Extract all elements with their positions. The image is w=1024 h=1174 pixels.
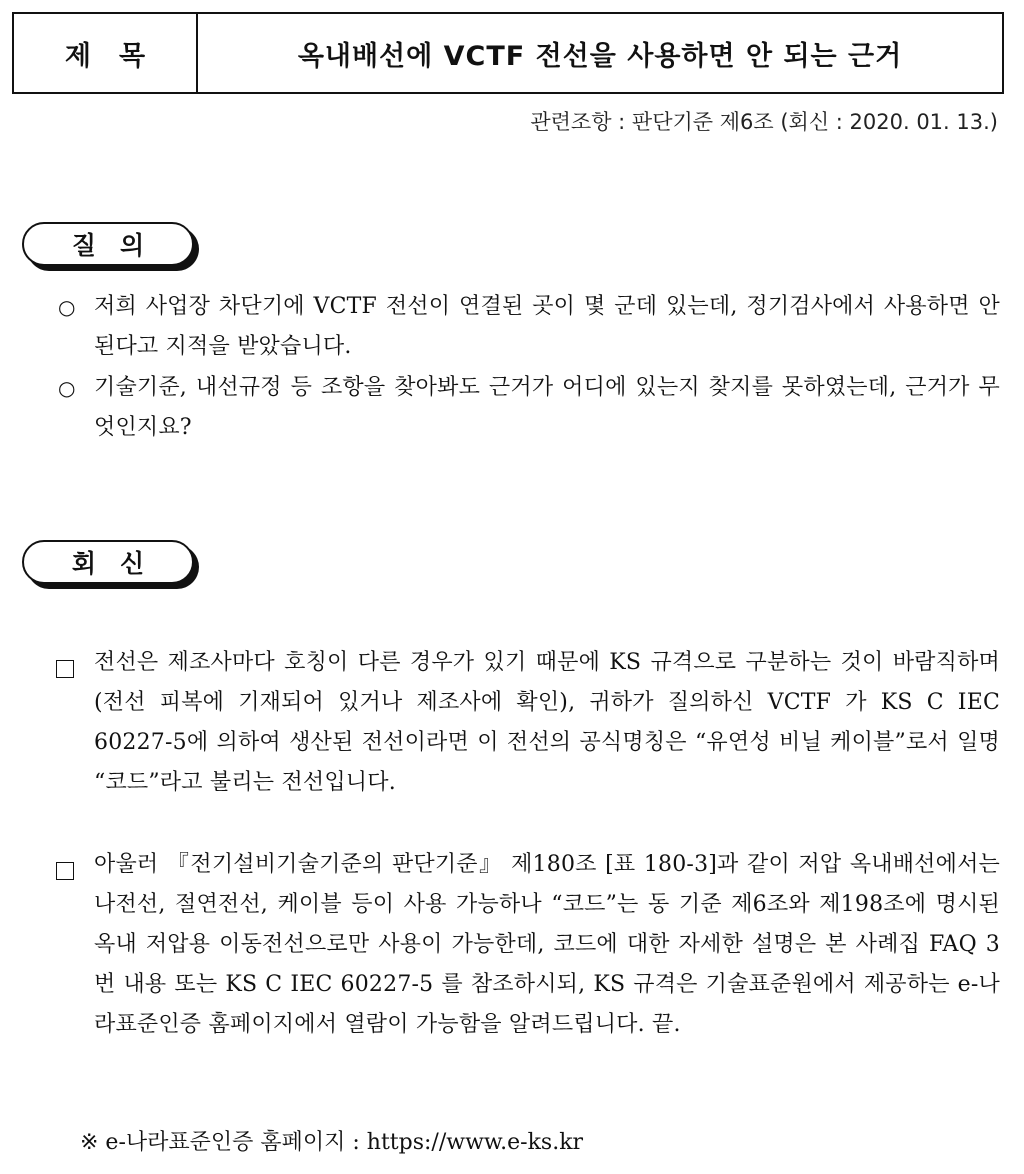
answer-item: [54, 643, 1000, 803]
footer-note: ※ e-나라표준인증 홈페이지 : https://www.e-ks.kr: [80, 1130, 584, 1155]
circle-bullet-icon: ○: [58, 295, 76, 319]
answer-text: 전선은 제조사마다 호칭이 다른 경우가 있기 때문에 KS 규격으로 구분하는 것이 바람직하며(전선 피복에 기재되어 있거나 제조사에 확인), 귀하가 질의하신 VCTF 가 KS C IEC 60227-5에 의하여 생산된 전선이라면 이 전선의 공식명칭은 “유연성 비닐 케이블”로서 일명 “코드”라고 불리는 전선입니다.: [94, 650, 1000, 795]
document-title: 옥내배선에 VCTF 전선을 사용하면 안 되는 근거: [297, 40, 903, 72]
title-table: [12, 12, 1004, 94]
question-text: 저희 사업장 차단기에 VCTF 전선이 연결된 곳이 몇 군데 있는데, 정기검사에서 사용하면 안 된다고 지적을 받았습니다.: [94, 294, 1000, 359]
answer-text: 아울러 『전기설비기술기준의 판단기준』 제180조 [표 180-3]과 같이 저압 옥내배선에서는 나전선, 절연전선, 케이블 등이 사용 가능하나 “코드”는 동 기준 제6조와 제198조에 명시된 옥내 저압용 이동전선으로만 사용이 가능한데, 코드에 대한 자세한 설명은 본 사례집 FAQ 3번 내용 또는 KS C IEC 60227-5 를 참조하시되, KS 규격은 기술표준원에서 제공하는 e-나라표준인증 홈페이지에서 열람이 가능함을 알려드립니다. 끝.: [94, 852, 1000, 1037]
question-text: 기술기준, 내선규정 등 조항을 찾아봐도 근거가 어디에 있는지 찾지를 못하였는데, 근거가 무엇인지요?: [94, 375, 1000, 440]
answer-heading: 회신: [22, 540, 194, 584]
square-bullet-icon: [54, 845, 94, 1045]
title-label: 제목: [14, 14, 198, 92]
question-heading: 질의: [22, 222, 194, 266]
answer-item: [54, 845, 1000, 1045]
reference-line: 관련조항 : 판단기준 제6조 (회신 : 2020. 01. 13.): [530, 110, 998, 134]
circle-bullet-icon: ○: [58, 376, 76, 400]
square-bullet-icon: [54, 643, 94, 803]
question-item: [54, 287, 1000, 367]
question-item: [54, 368, 1000, 448]
